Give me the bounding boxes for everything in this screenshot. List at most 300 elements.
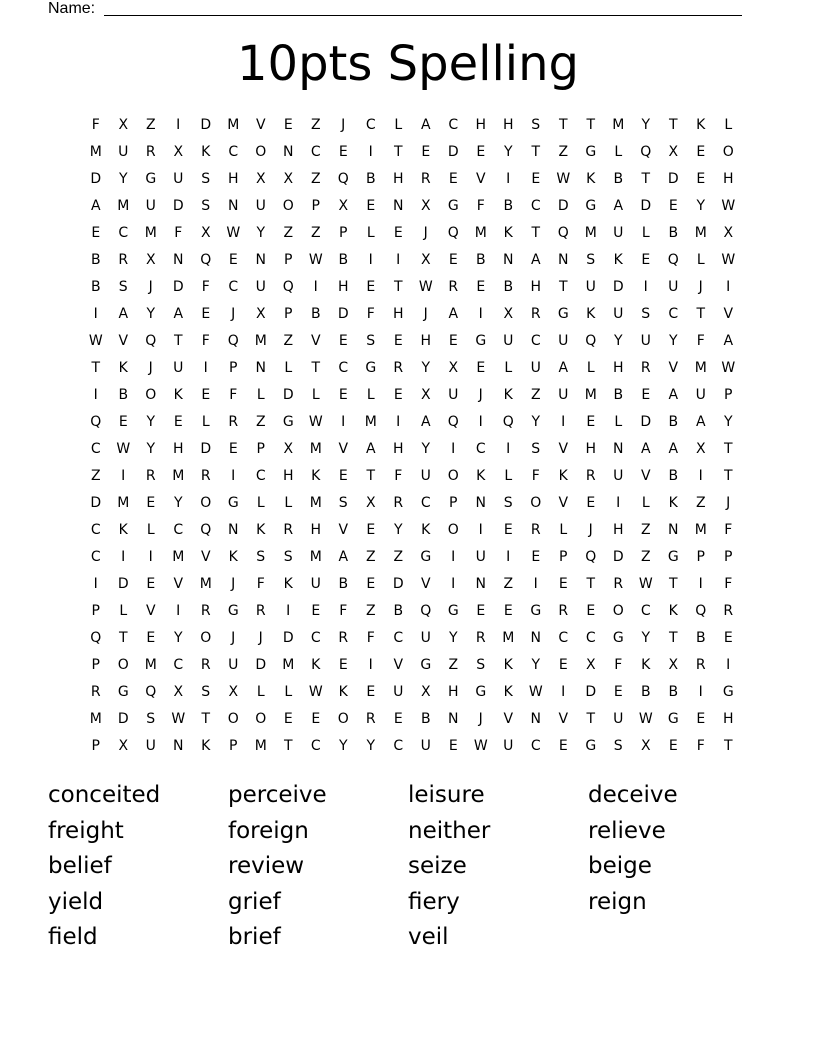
grid-letter: U [173,359,184,376]
grid-letter: C [585,629,596,646]
grid-letter: I [533,575,538,592]
grid-letter: M [254,332,267,349]
grid-letter: R [228,413,239,430]
grid-letter: P [284,251,293,268]
grid-letter: V [558,494,569,511]
grid-letter: A [118,305,129,322]
grid-letter: X [420,197,431,214]
grid-letter: G [117,683,129,700]
grid-letter: Q [420,602,432,619]
grid-letter: V [640,467,651,484]
grid-letter: M [474,224,487,241]
grid-letter: C [558,629,569,646]
word-list-item: freight [48,817,124,844]
grid-letter: E [696,710,706,727]
grid-letter: I [561,413,566,430]
grid-letter: P [339,224,348,241]
grid-letter: Y [613,332,623,349]
grid-letter: E [476,359,486,376]
grid-letter: I [396,251,401,268]
grid-letter: D [667,170,679,187]
grid-letter: I [121,467,126,484]
grid-letter: D [117,575,129,592]
grid-letter: L [614,143,623,160]
grid-letter: X [338,197,349,214]
grid-letter: H [282,467,294,484]
grid-letter: K [641,656,651,673]
grid-letter: G [475,332,487,349]
grid-letter: W [638,710,653,727]
grid-letter: I [313,278,318,295]
grid-letter: Z [640,521,651,538]
grid-letter: T [558,116,568,133]
grid-letter: M [502,629,515,646]
grid-letter: U [503,332,514,349]
grid-letter: E [366,278,376,295]
grid-letter: X [668,143,679,160]
grid-letter: J [148,278,153,295]
grid-letter: M [309,494,322,511]
grid-letter: S [256,548,266,565]
grid-letter: Q [667,251,679,268]
grid-letter: S [366,332,376,349]
grid-letter: C [310,143,321,160]
grid-letter: K [311,467,321,484]
grid-letter: S [476,656,486,673]
grid-letter: R [200,467,211,484]
grid-letter: H [172,440,184,457]
grid-letter: Z [640,548,651,565]
grid-letter: L [119,602,128,619]
grid-letter: B [613,386,624,403]
grid-letter: R [530,305,541,322]
grid-letter: V [420,575,431,592]
grid-letter: W [721,251,736,268]
grid-letter: V [118,332,129,349]
grid-letter: Q [695,602,707,619]
grid-letter: C [530,332,541,349]
grid-letter: Q [90,413,102,430]
grid-letter: S [201,683,211,700]
grid-letter: V [723,305,734,322]
grid-letter: P [284,305,293,322]
grid-letter: R [145,143,156,160]
grid-letter: K [173,386,183,403]
grid-letter: W [473,737,488,754]
grid-letter: S [613,737,623,754]
grid-letter: D [447,143,459,160]
grid-letter: Z [90,467,101,484]
grid-letter: J [423,224,428,241]
name-line [48,0,742,18]
grid-letter: N [255,359,266,376]
grid-letter: Z [145,116,156,133]
grid-letter: A [420,413,431,430]
grid-letter: E [641,386,651,403]
grid-letter: U [173,170,184,187]
grid-letter: E [696,143,706,160]
grid-letter: U [393,683,404,700]
grid-letter: Y [146,305,156,322]
grid-letter: Y [173,629,183,646]
grid-letter: I [396,413,401,430]
grid-letter: W [721,359,736,376]
grid-letter: Y [696,197,706,214]
grid-letter: K [668,494,678,511]
grid-letter: K [311,656,321,673]
grid-letter: X [448,359,459,376]
grid-letter: P [311,197,320,214]
grid-letter: H [530,278,542,295]
grid-letter: A [668,440,679,457]
grid-letter: H [227,170,239,187]
grid-letter: N [393,197,404,214]
grid-letter: J [231,305,236,322]
grid-letter: W [638,575,653,592]
grid-letter: O [612,602,624,619]
grid-letter: L [641,494,650,511]
grid-letter: E [448,332,458,349]
grid-letter: H [392,170,404,187]
word-list-item: veil [408,924,449,950]
grid-letter: N [228,521,239,538]
grid-letter: B [668,413,679,430]
grid-letter: E [173,413,183,430]
grid-letter: X [365,494,376,511]
grid-letter: X [420,386,431,403]
grid-letter: U [613,305,624,322]
grid-letter: K [201,737,211,754]
grid-letter: Q [585,332,597,349]
grid-letter: O [530,494,542,511]
grid-letter: E [476,278,486,295]
grid-letter: S [201,170,211,187]
grid-letter: U [448,386,459,403]
grid-letter: I [451,548,456,565]
grid-letter: F [394,467,403,484]
grid-letter: T [641,170,651,187]
grid-letter: E [91,224,101,241]
grid-letter: E [476,602,486,619]
grid-letter: B [90,251,101,268]
grid-letter: E [586,413,596,430]
grid-letter: H [722,710,734,727]
grid-letter: P [724,386,733,403]
grid-letter: M [612,116,625,133]
grid-letter: I [726,656,731,673]
grid-letter: P [449,494,458,511]
grid-letter: E [448,737,458,754]
grid-letter: W [308,251,323,268]
grid-letter: T [723,440,733,457]
grid-letter: R [448,278,459,295]
grid-letter: N [530,710,541,727]
grid-letter: O [117,656,129,673]
word-search-grid [82,111,742,759]
grid-letter: O [447,467,459,484]
grid-letter: B [90,278,101,295]
grid-letter: Z [365,548,376,565]
grid-letter: I [616,494,621,511]
grid-letter: P [256,440,265,457]
grid-letter: Q [282,278,294,295]
grid-letter: I [451,575,456,592]
grid-letter: O [255,143,267,160]
grid-letter: W [171,710,186,727]
grid-letter: F [256,575,265,592]
grid-letter: Q [557,224,569,241]
grid-letter: M [117,197,130,214]
grid-letter: E [338,467,348,484]
grid-letter: C [228,143,239,160]
grid-letter: C [310,629,321,646]
grid-letter: E [448,170,458,187]
grid-letter: T [668,629,678,646]
grid-letter: J [258,629,263,646]
grid-letter: Y [118,170,128,187]
grid-letter: A [365,440,376,457]
grid-letter: U [420,467,431,484]
grid-letter: F [696,737,705,754]
grid-letter: O [227,710,239,727]
grid-letter: W [556,170,571,187]
page-title: 10pts Spelling [237,36,579,92]
grid-letter: B [310,305,321,322]
grid-letter: T [173,332,183,349]
grid-letter: R [585,467,596,484]
grid-letter: I [726,278,731,295]
grid-letter: K [256,521,266,538]
grid-letter: D [612,548,624,565]
grid-letter: E [558,575,568,592]
grid-letter: L [284,683,293,700]
grid-letter: X [283,440,294,457]
grid-letter: J [423,305,428,322]
grid-letter: L [696,251,705,268]
grid-letter: B [668,224,679,241]
grid-letter: L [366,224,375,241]
grid-letter: B [503,278,514,295]
grid-letter: U [530,359,541,376]
grid-letter: N [283,143,294,160]
grid-letter: I [643,278,648,295]
grid-letter: N [475,575,486,592]
grid-letter: M [199,575,212,592]
grid-letter: E [146,629,156,646]
grid-letter: T [586,710,596,727]
grid-letter: R [145,467,156,484]
grid-letter: T [586,116,596,133]
grid-letter: C [173,521,184,538]
grid-letter: Z [255,413,266,430]
grid-letter: M [144,656,157,673]
grid-letter: A [640,440,651,457]
grid-letter: Q [447,413,459,430]
grid-letter: I [231,467,236,484]
grid-letter: D [282,629,294,646]
grid-letter: C [530,197,541,214]
grid-letter: K [283,575,293,592]
grid-letter: G [227,494,239,511]
grid-letter: L [284,359,293,376]
grid-letter: W [308,413,323,430]
grid-letter: I [148,548,153,565]
grid-letter: Z [283,224,294,241]
grid-letter: Y [723,413,733,430]
grid-letter: G [667,548,679,565]
grid-letter: V [255,116,266,133]
grid-letter: W [418,278,433,295]
grid-letter: X [420,683,431,700]
grid-letter: U [145,197,156,214]
grid-letter: R [338,629,349,646]
grid-letter: Q [200,251,212,268]
grid-letter: M [172,548,185,565]
grid-letter: U [255,278,266,295]
grid-letter: Y [393,521,403,538]
grid-letter: E [118,413,128,430]
grid-letter: X [503,305,514,322]
grid-letter: M [309,440,322,457]
grid-letter: D [392,575,404,592]
grid-letter: R [723,602,734,619]
grid-letter: Y [146,413,156,430]
grid-letter: O [337,710,349,727]
grid-letter: U [145,737,156,754]
grid-letter: P [91,656,100,673]
grid-letter: X [723,224,734,241]
grid-letter: M [254,737,267,754]
grid-letter: J [231,575,236,592]
grid-letter: F [614,656,623,673]
grid-letter: R [255,602,266,619]
grid-letter: K [668,602,678,619]
grid-letter: I [451,440,456,457]
grid-letter: H [392,305,404,322]
grid-letter: U [420,629,431,646]
grid-letter: M [584,386,597,403]
grid-letter: W [528,683,543,700]
word-list-item: grief [228,888,281,915]
grid-letter: H [337,278,349,295]
grid-letter: A [338,548,349,565]
grid-letter: P [696,548,705,565]
grid-letter: Z [283,332,294,349]
grid-letter: L [504,359,513,376]
grid-letter: B [365,170,376,187]
grid-letter: X [420,251,431,268]
grid-letter: E [476,143,486,160]
grid-letter: J [231,629,236,646]
grid-letter: J [726,494,731,511]
grid-letter: M [584,224,597,241]
grid-letter: F [339,602,348,619]
grid-letter: L [284,494,293,511]
name-underline [104,15,742,16]
grid-letter: N [228,197,239,214]
grid-letter: T [668,575,678,592]
grid-letter: S [586,251,596,268]
grid-letter: R [393,359,404,376]
grid-letter: N [503,251,514,268]
grid-letter: B [668,683,679,700]
grid-letter: H [447,683,459,700]
grid-letter: S [118,278,128,295]
grid-letter: D [117,710,129,727]
grid-letter: N [530,629,541,646]
grid-letter: C [420,494,431,511]
grid-letter: A [558,359,569,376]
grid-letter: O [200,494,212,511]
word-list-item: leisure [408,782,485,808]
grid-letter: K [118,521,128,538]
grid-letter: I [203,359,208,376]
grid-letter: E [228,251,238,268]
grid-letter: H [612,521,624,538]
grid-letter: N [475,494,486,511]
grid-letter: C [448,116,459,133]
grid-letter: X [200,224,211,241]
grid-letter: Y [146,440,156,457]
name-label: Name: [48,0,96,17]
grid-letter: Z [448,656,459,673]
grid-letter: E [201,305,211,322]
grid-letter: E [503,602,513,619]
grid-letter: Q [90,629,102,646]
grid-letter: E [366,683,376,700]
grid-letter: K [421,521,431,538]
grid-letter: I [368,656,373,673]
grid-letter: W [88,332,103,349]
grid-letter: F [229,386,238,403]
grid-letter: P [559,548,568,565]
grid-letter: T [586,575,596,592]
grid-letter: K [503,656,513,673]
grid-letter: H [722,170,734,187]
grid-letter: Z [695,494,706,511]
word-list-item: conceited [48,782,161,808]
grid-letter: Y [448,629,458,646]
grid-letter: Y [366,737,376,754]
grid-letter: C [668,305,679,322]
grid-letter: I [368,143,373,160]
grid-letter: S [531,116,541,133]
grid-letter: G [282,413,294,430]
grid-letter: Z [365,602,376,619]
grid-letter: E [311,602,321,619]
grid-letter: T [531,143,541,160]
word-list-item: brief [228,924,281,950]
grid-letter: S [641,305,651,322]
grid-letter: C [475,440,486,457]
grid-letter: Q [145,683,157,700]
grid-letter: M [309,548,322,565]
grid-letter: J [698,278,703,295]
grid-letter: U [613,710,624,727]
grid-letter: I [176,602,181,619]
grid-letter: X [640,737,651,754]
grid-letter: L [311,386,320,403]
grid-letter: K [476,467,486,484]
word-list-item: beige [588,853,652,879]
grid-letter: N [448,710,459,727]
grid-letter: L [504,467,513,484]
grid-letter: V [475,170,486,187]
grid-letter: V [310,332,321,349]
grid-letter: T [531,224,541,241]
grid-letter: L [724,116,733,133]
grid-letter: X [145,251,156,268]
